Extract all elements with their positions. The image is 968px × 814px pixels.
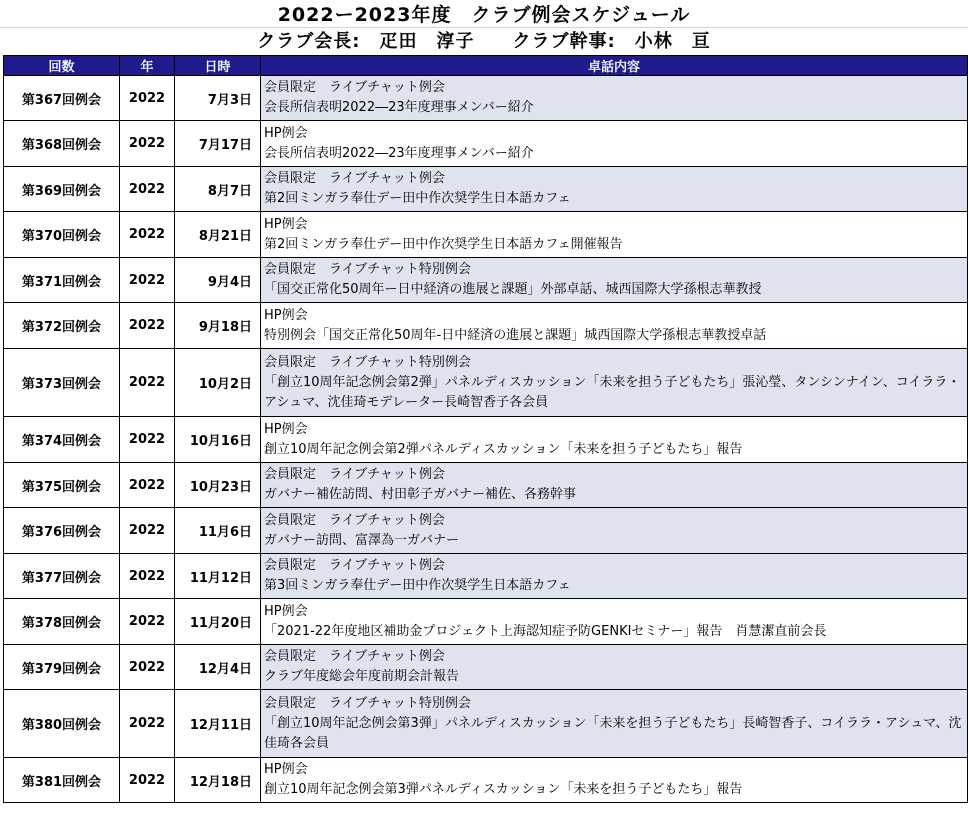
table-row	[4, 463, 968, 508]
content-line: 会員限定 ライブチャット例会	[264, 558, 445, 573]
meeting-number-cell[interactable]: 第379回例会	[4, 645, 120, 690]
year-cell[interactable]: 2022	[120, 645, 175, 690]
year-cell[interactable]: 2022	[120, 417, 175, 463]
date-cell[interactable]: 7月3日	[175, 76, 261, 121]
content-cell[interactable]	[261, 758, 968, 803]
date-cell[interactable]: 9月18日	[175, 303, 261, 349]
content-cell[interactable]	[261, 463, 968, 508]
meeting-number-cell[interactable]: 第369回例会	[4, 167, 120, 212]
meeting-number-cell[interactable]: 第373回例会	[4, 349, 120, 417]
date-cell[interactable]: 12月18日	[175, 758, 261, 803]
content-cell[interactable]	[261, 645, 968, 690]
header-content[interactable]: 卓話内容	[261, 56, 968, 76]
content-line: 「2021-22年度地区補助金プロジェクト上海認知症予防GENKIセミナー」報告 肖慧潔直前会長	[264, 623, 827, 639]
content-line: 第2回ミンガラ奉仕デー田中作次奨学生日本語カフェ開催報告	[264, 236, 623, 252]
date-cell[interactable]: 7月17日	[175, 121, 261, 167]
year-cell[interactable]: 2022	[120, 508, 175, 554]
table-row	[4, 167, 968, 212]
date-cell[interactable]: 10月2日	[175, 349, 261, 417]
year-cell[interactable]: 2022	[120, 463, 175, 508]
year-cell[interactable]: 2022	[120, 554, 175, 599]
content-line: クラブ年度総会年度前期会計報告	[264, 669, 460, 684]
content-line: 第2回ミンガラ奉仕デー田中作次奨学生日本語カフェ	[264, 191, 571, 206]
date-cell[interactable]: 11月6日	[175, 508, 261, 554]
year-cell[interactable]: 2022	[120, 121, 175, 167]
content-line: 会員限定 ライブチャット特別例会	[264, 354, 471, 370]
year-cell[interactable]: 2022	[120, 349, 175, 417]
content-line: 会員限定 ライブチャット例会	[264, 171, 445, 186]
table-row	[4, 121, 968, 167]
table-row	[4, 758, 968, 803]
year-cell[interactable]: 2022	[120, 690, 175, 758]
content-cell[interactable]	[261, 349, 968, 417]
page-title: 2022ー2023年度 クラブ例会スケジュール	[0, 0, 968, 28]
content-line: 創立10周年記念例会第3弾パネルディスカッション「未来を担う子どもたち」報告	[264, 782, 743, 797]
content-cell[interactable]	[261, 212, 968, 258]
header-year[interactable]: 年	[120, 56, 175, 76]
content-line: 「国交正常化50周年ー日中経済の進展と課題」外部卓話、城西国際大学孫根志華教授	[264, 282, 762, 297]
content-cell[interactable]	[261, 167, 968, 212]
date-cell[interactable]: 11月12日	[175, 554, 261, 599]
content-line: HP例会	[264, 603, 308, 619]
content-line: 第3回ミンガラ奉仕デー田中作次奨学生日本語カフェ	[264, 578, 571, 593]
date-cell[interactable]: 12月11日	[175, 690, 261, 758]
meeting-number-cell[interactable]: 第376回例会	[4, 508, 120, 554]
year-cell[interactable]: 2022	[120, 167, 175, 212]
content-line: ガバナー補佐訪問、村田彰子ガバナー補佐、各務幹事	[264, 487, 577, 502]
content-line: 会長所信表明2022―23年度理事メンバー紹介	[264, 100, 534, 115]
content-cell[interactable]	[261, 417, 968, 463]
date-cell[interactable]: 8月21日	[175, 212, 261, 258]
date-cell[interactable]: 11月20日	[175, 599, 261, 645]
date-cell[interactable]: 9月4日	[175, 258, 261, 303]
table-row	[4, 599, 968, 645]
meeting-number-cell[interactable]: 第375回例会	[4, 463, 120, 508]
table-row	[4, 645, 968, 690]
meeting-number-cell[interactable]: 第367回例会	[4, 76, 120, 121]
content-line: 会員限定 ライブチャット例会	[264, 467, 445, 482]
content-line: 会員限定 ライブチャット特別例会	[264, 695, 471, 711]
year-cell[interactable]: 2022	[120, 258, 175, 303]
content-line: 会員限定 ライブチャット例会	[264, 512, 445, 528]
year-cell[interactable]: 2022	[120, 599, 175, 645]
meeting-number-cell[interactable]: 第374回例会	[4, 417, 120, 463]
meeting-number-cell[interactable]: 第381回例会	[4, 758, 120, 803]
meeting-number-cell[interactable]: 第378回例会	[4, 599, 120, 645]
table-row	[4, 417, 968, 463]
schedule-body	[4, 76, 968, 803]
content-line: 会長所信表明2022―23年度理事メンバー紹介	[264, 145, 534, 161]
content-line: HP例会	[264, 762, 308, 777]
date-cell[interactable]: 12月4日	[175, 645, 261, 690]
date-cell[interactable]: 8月7日	[175, 167, 261, 212]
year-cell[interactable]: 2022	[120, 303, 175, 349]
date-cell[interactable]: 10月23日	[175, 463, 261, 508]
content-line: 会員限定 ライブチャット例会	[264, 80, 445, 95]
meeting-number-cell[interactable]: 第368回例会	[4, 121, 120, 167]
meeting-number-cell[interactable]: 第370回例会	[4, 212, 120, 258]
table-row	[4, 554, 968, 599]
year-cell[interactable]: 2022	[120, 212, 175, 258]
content-cell[interactable]	[261, 554, 968, 599]
table-row	[4, 349, 968, 417]
content-line: 「創立10周年記念例会第3弾」パネルディスカッション「未来を担う子どもたち」長崎智香子、コイララ・アシュマ、沈佳琦各会員	[264, 715, 962, 751]
meeting-number-cell[interactable]: 第372回例会	[4, 303, 120, 349]
content-line: ガバナー訪問、富澤為一ガバナー	[264, 532, 460, 548]
content-line: 特別例会「国交正常化50周年-日中経済の進展と課題」城西国際大学孫根志華教授卓話	[264, 327, 767, 343]
content-line: 会員限定 ライブチャット例会	[264, 649, 445, 664]
year-cell[interactable]: 2022	[120, 758, 175, 803]
table-row	[4, 76, 968, 121]
content-cell[interactable]	[261, 599, 968, 645]
content-line: HP例会	[264, 421, 308, 437]
table-row	[4, 258, 968, 303]
table-row	[4, 690, 968, 758]
content-line: 「創立10周年記念例会第2弾」パネルディスカッション「未来を担う子どもたち」張沁瑩、タンシンナイン、コイララ・アシュマ、沈佳琦モデレーター長崎智香子各会員	[264, 374, 961, 410]
content-line: 創立10周年記念例会第2弾パネルディスカッション「未来を担う子どもたち」報告	[264, 441, 743, 457]
meeting-number-cell[interactable]: 第371回例会	[4, 258, 120, 303]
schedule-table	[3, 55, 968, 803]
meeting-number-cell[interactable]: 第380回例会	[4, 690, 120, 758]
content-line: HP例会	[264, 307, 308, 323]
content-cell[interactable]	[261, 303, 968, 349]
content-cell[interactable]	[261, 121, 968, 167]
content-cell[interactable]	[261, 258, 968, 303]
header-meeting-number[interactable]: 回数	[4, 56, 120, 76]
year-cell[interactable]: 2022	[120, 76, 175, 121]
content-line: 会員限定 ライブチャット特別例会	[264, 262, 471, 277]
content-cell[interactable]	[261, 76, 968, 121]
table-row	[4, 212, 968, 258]
content-cell[interactable]	[261, 508, 968, 554]
page-subtitle: クラブ会長: 疋田 淳子 クラブ幹事: 小林 亘	[257, 31, 711, 52]
content-line: HP例会	[264, 125, 308, 141]
header-row	[4, 56, 968, 76]
content-cell[interactable]	[261, 690, 968, 758]
content-line: HP例会	[264, 216, 308, 232]
meeting-number-cell[interactable]: 第377回例会	[4, 554, 120, 599]
date-cell[interactable]: 10月16日	[175, 417, 261, 463]
table-row	[4, 508, 968, 554]
table-row	[4, 303, 968, 349]
header-date[interactable]: 日時	[175, 56, 261, 76]
